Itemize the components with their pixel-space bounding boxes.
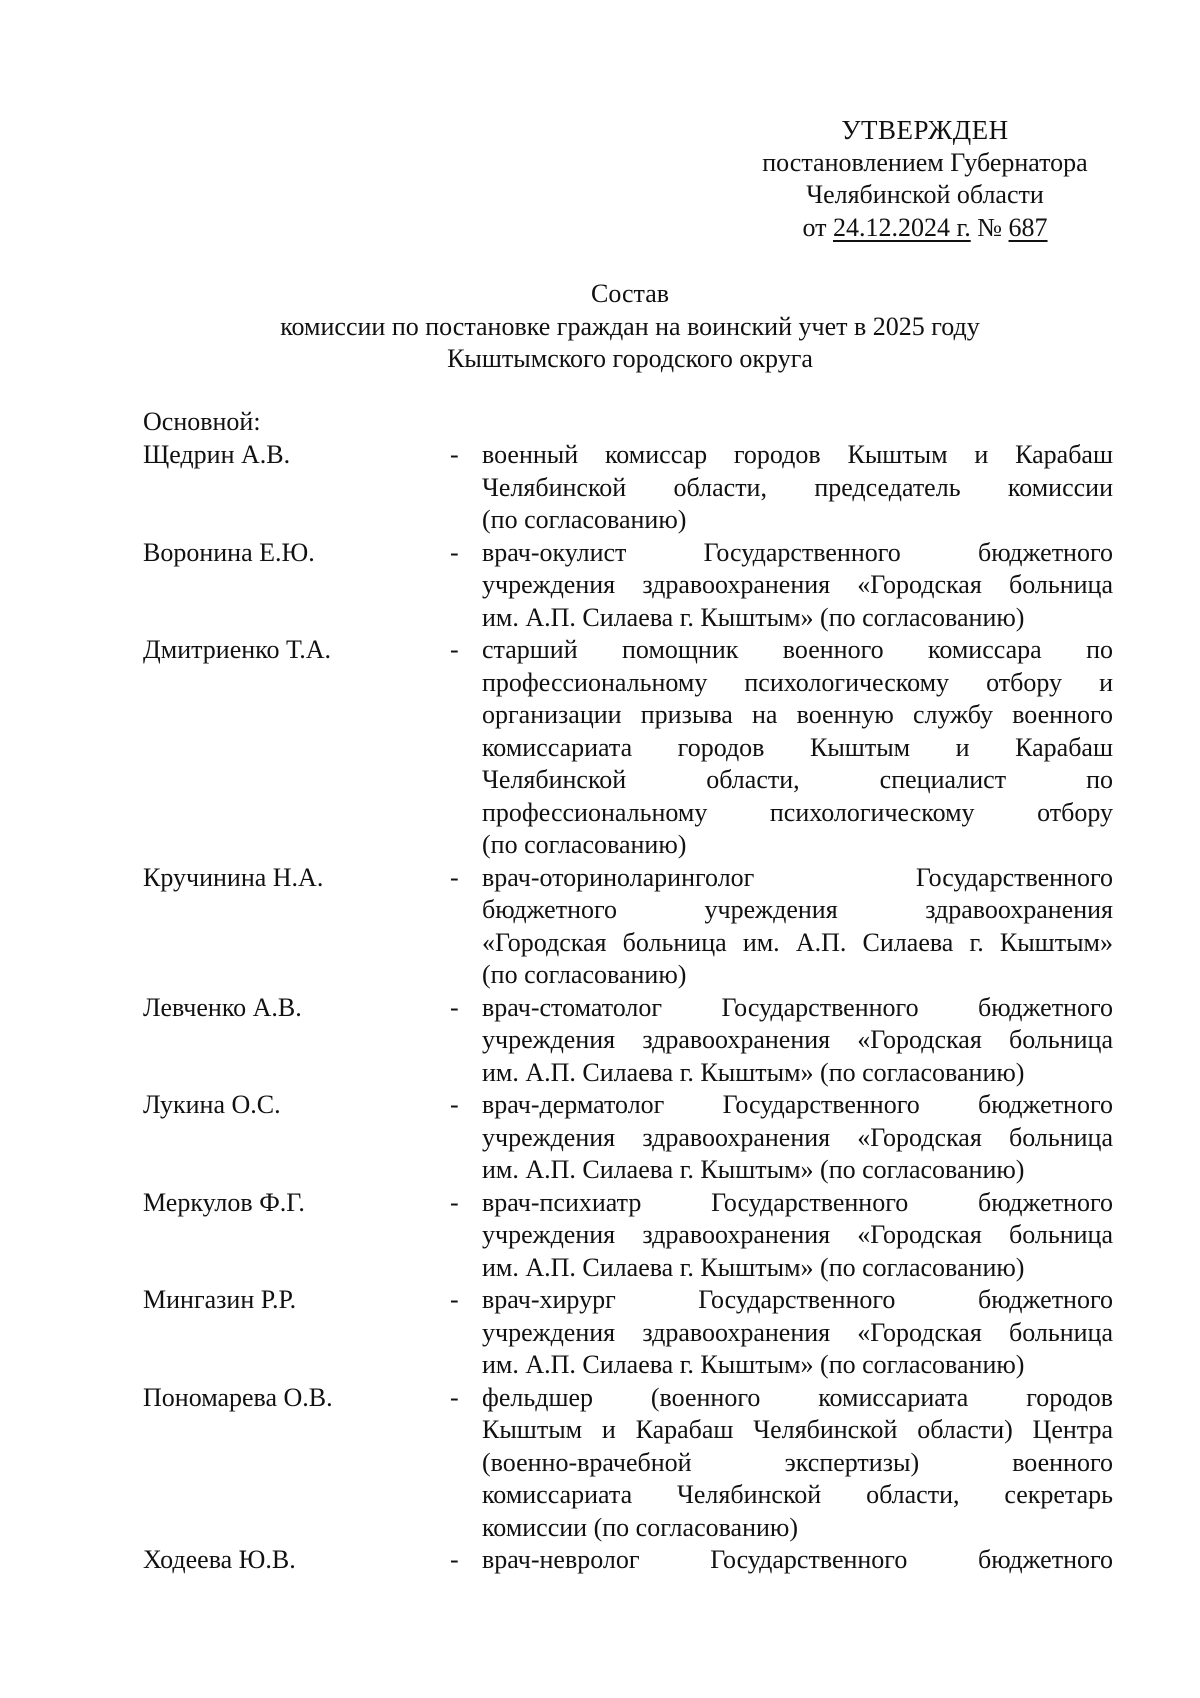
member-dash: - (450, 1090, 459, 1119)
approval-number-prefix: № (977, 212, 1003, 242)
member-role (482, 439, 1113, 537)
member-role-line: фельдшер (военного комиссариата городов (482, 1382, 1113, 1412)
member-name: Левченко А.В. (143, 992, 302, 1022)
member-role (482, 862, 1113, 992)
member-role-line: военный комиссар городов Кыштым и Карабаш (482, 440, 1113, 469)
member-role-line: врач-невролог Государственного бюджетного (482, 1545, 1113, 1574)
member-row (143, 1089, 1113, 1187)
member-dash: - (450, 992, 459, 1022)
member-role-line: (по согласованию) (482, 960, 687, 989)
member-role (482, 1382, 1113, 1545)
member-dash: - (450, 1382, 459, 1412)
member-dash: - (450, 1187, 459, 1217)
members-list (143, 439, 1113, 1577)
member-role-line: учреждения здравоохранения «Городская больница (482, 570, 1113, 599)
member-row (143, 1382, 1113, 1545)
approval-date-prefix: от (802, 212, 827, 242)
heading-line-2: комиссии по постановке граждан на воинский учет в 2025 году (280, 311, 980, 341)
member-role-line: (по согласованию) (482, 505, 687, 534)
member-row (143, 1284, 1113, 1382)
member-role-line: комиссариата Челябинской области, секретарь (482, 1480, 1113, 1509)
member-dash: - (450, 537, 459, 567)
member-role-line: Челябинской области, председатель комиссии (482, 472, 1113, 502)
member-dash: - (450, 440, 459, 469)
member-role-line: профессиональному психологическому отбору (482, 797, 1113, 827)
approval-stamp-block (710, 114, 1140, 244)
member-name: Воронина Е.Ю. (143, 537, 315, 567)
heading-line-3: Кыштымского городского округа (447, 344, 813, 373)
member-role-line: Кыштым и Карабаш Челябинской области) Центра (482, 1415, 1113, 1444)
member-dash: - (450, 1545, 459, 1574)
approval-line-1: постановлением Губернатора (762, 147, 1088, 177)
approval-title: УТВЕРЖДЕН (841, 115, 1009, 145)
member-name: Дмитриенко Т.А. (143, 635, 332, 664)
member-role-line: врач-стоматолог Государственного бюджетного (482, 992, 1113, 1022)
member-role-line: старший помощник военного комиссара по (482, 635, 1113, 664)
member-role-line: бюджетного учреждения здравоохранения (482, 895, 1113, 924)
member-role (482, 537, 1113, 635)
member-name: Лукина О.С. (143, 1090, 281, 1119)
approval-number: 687 (1008, 212, 1048, 242)
member-role-line: врач-хирург Государственного бюджетного (482, 1285, 1113, 1314)
member-name: Кручинина Н.А. (143, 862, 324, 892)
member-role (482, 1284, 1113, 1382)
member-dash: - (450, 1285, 459, 1314)
member-role-line: им. А.П. Силаева г. Кыштым» (по согласованию) (482, 1155, 1025, 1184)
member-row (143, 537, 1113, 635)
member-role-line: им. А.П. Силаева г. Кыштым» (по согласованию) (482, 1057, 1025, 1087)
member-role (482, 1089, 1113, 1187)
member-role-line: врач-психиатр Государственного бюджетного (482, 1187, 1113, 1217)
member-role-line: Челябинской области, специалист по (482, 765, 1113, 794)
member-dash: - (450, 862, 459, 892)
member-role (482, 1544, 1113, 1577)
member-row (143, 1187, 1113, 1285)
member-row (143, 992, 1113, 1090)
member-name: Щедрин А.В. (143, 440, 291, 469)
member-row (143, 439, 1113, 537)
member-role-line: учреждения здравоохранения «Городская больница (482, 1025, 1113, 1054)
member-role-line: организации призыва на военную службу военного (482, 700, 1113, 729)
member-role-line: комиссии (по согласованию) (482, 1512, 798, 1542)
member-role-line: учреждения здравоохранения «Городская больница (482, 1122, 1113, 1152)
member-row (143, 634, 1113, 862)
member-row (143, 862, 1113, 992)
member-role (482, 1187, 1113, 1285)
member-role-line: врач-оториноларинголог Государственного (482, 862, 1113, 892)
member-role-line: им. А.П. Силаева г. Кыштым» (по согласованию) (482, 1252, 1025, 1282)
member-role-line: врач-окулист Государственного бюджетного (482, 537, 1113, 567)
member-row (143, 1544, 1113, 1577)
member-role-line: учреждения здравоохранения «Городская больница (482, 1317, 1113, 1347)
member-name: Пономарева О.В. (143, 1382, 333, 1412)
member-role-line: им. А.П. Силаева г. Кыштым» (по согласованию) (482, 602, 1025, 632)
member-name: Мингазин Р.Р. (143, 1285, 297, 1314)
section-label-main: Основной: (143, 407, 261, 436)
member-role-line: комиссариата городов Кыштым и Карабаш (482, 732, 1113, 762)
heading-line-1: Состав (590, 279, 670, 308)
approval-date: 24.12.2024 г. (832, 212, 971, 242)
member-role-line: «Городская больница им. А.П. Силаева г. Кыштым» (482, 927, 1113, 957)
approval-date-line (710, 212, 1140, 245)
member-role-line: (по согласованию) (482, 830, 687, 859)
member-name: Меркулов Ф.Г. (143, 1187, 305, 1217)
member-role-line: учреждения здравоохранения «Городская больница (482, 1220, 1113, 1249)
document-heading (0, 278, 1200, 376)
member-role-line: (военно-врачебной экспертизы) военного (482, 1447, 1113, 1477)
member-role-line: профессиональному психологическому отбору и (482, 667, 1113, 697)
member-name: Ходеева Ю.В. (143, 1545, 296, 1574)
member-role-line: им. А.П. Силаева г. Кыштым» (по согласованию) (482, 1350, 1025, 1379)
approval-line-2: Челябинской области (806, 180, 1044, 209)
member-role (482, 634, 1113, 862)
member-role-line: врач-дерматолог Государственного бюджетного (482, 1090, 1113, 1119)
member-role (482, 992, 1113, 1090)
member-dash: - (450, 635, 459, 664)
